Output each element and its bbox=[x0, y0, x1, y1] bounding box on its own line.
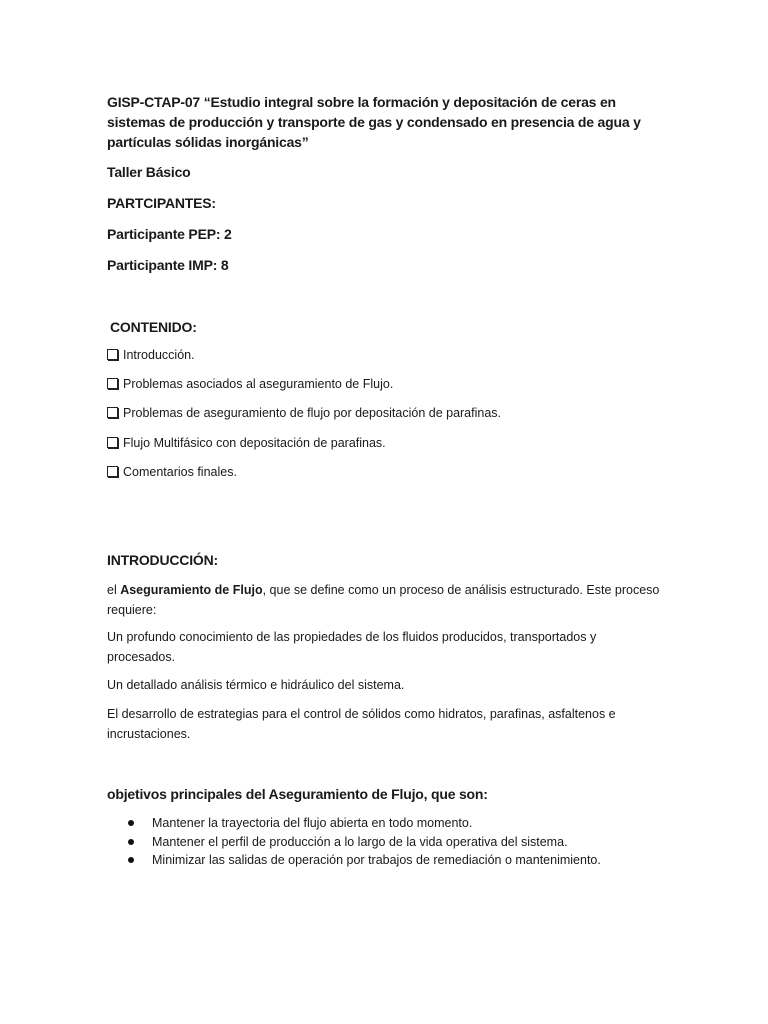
objetivo-label: Mantener la trayectoria del flujo abierta en todo momento. bbox=[152, 816, 473, 830]
checkbox-icon bbox=[107, 466, 118, 477]
introduccion-heading: INTRODUCCIÓN: bbox=[107, 552, 218, 568]
objetivos-list bbox=[128, 814, 688, 870]
introduccion-paragraph-3: Un detallado análisis térmico e hidráulico del sistema. bbox=[107, 678, 405, 692]
objetivo-label: Minimizar las salidas de operación por trabajos de remediación o mantenimiento. bbox=[152, 853, 601, 867]
contenido-item bbox=[107, 463, 667, 483]
list-item bbox=[128, 833, 688, 852]
checkbox-icon bbox=[107, 407, 118, 418]
objetivo-label: Mantener el perfil de producción a lo largo de la vida operativa del sistema. bbox=[152, 834, 568, 849]
bullet-icon bbox=[128, 820, 134, 826]
introduccion-paragraph-2: Un profundo conocimiento de las propiedades de los fluidos producidos, transportados y procesados. bbox=[107, 630, 597, 664]
participants-heading: PARTCIPANTES: bbox=[107, 195, 216, 211]
contenido-item-label: Introducción. bbox=[123, 348, 195, 362]
checkbox-icon bbox=[107, 437, 118, 448]
contenido-item bbox=[107, 346, 667, 366]
objetivos-heading: objetivos principales del Aseguramiento de Flujo, que son: bbox=[107, 786, 488, 802]
participant-imp: Participante IMP: 8 bbox=[107, 257, 229, 273]
intro-p1-prefix: el bbox=[107, 583, 121, 597]
participant-pep: Participante PEP: 2 bbox=[107, 226, 232, 242]
checkbox-icon bbox=[107, 378, 118, 389]
list-item bbox=[128, 814, 688, 833]
bullet-icon bbox=[128, 857, 134, 863]
introduccion-paragraph-4: El desarrollo de estrategias para el control de sólidos como hidratos, parafinas, asfaltenos e incrustaciones. bbox=[107, 707, 616, 741]
introduccion-paragraph-1 bbox=[107, 581, 667, 620]
contenido-heading: CONTENIDO: bbox=[110, 319, 197, 335]
document-title: GISP-CTAP-07 “Estudio integral sobre la formación y depositación de ceras en sistemas de producción y transporte de gas y condensado en presencia de agua y partículas sólidas inorgánicas” bbox=[107, 94, 641, 150]
workshop-label: Taller Básico bbox=[107, 164, 191, 180]
contenido-item bbox=[107, 404, 667, 424]
contenido-item-label: Comentarios finales. bbox=[123, 465, 237, 479]
intro-p1-rest: , que se define como un proceso de análisis estructurado. Este proceso requiere: bbox=[107, 583, 660, 617]
contenido-item bbox=[107, 434, 667, 454]
list-item bbox=[128, 851, 688, 870]
checkbox-icon bbox=[107, 349, 118, 360]
intro-p1-bold-term: Aseguramiento de Flujo bbox=[120, 583, 263, 597]
bullet-icon bbox=[128, 839, 134, 845]
contenido-item-label: Problemas de aseguramiento de flujo por depositación de parafinas. bbox=[123, 406, 502, 420]
contenido-item-label: Flujo Multifásico con depositación de parafinas. bbox=[123, 436, 386, 450]
contenido-item-label: Problemas asociados al aseguramiento de Flujo. bbox=[123, 377, 394, 391]
contenido-item bbox=[107, 375, 667, 395]
